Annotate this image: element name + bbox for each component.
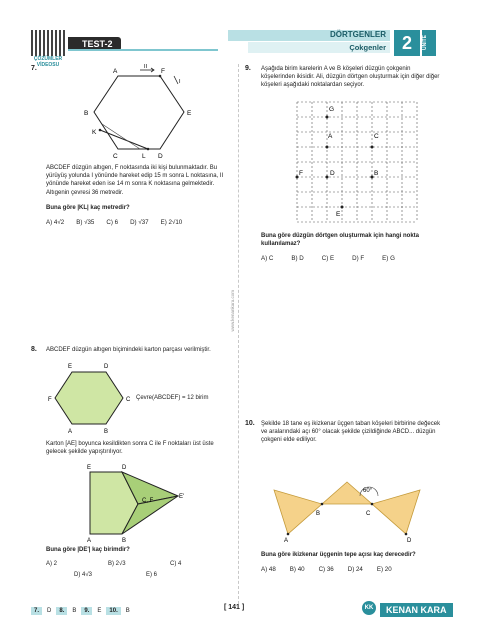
answer-7-num: 7. — [31, 607, 42, 615]
q9-option-d[interactable]: D) F — [352, 255, 365, 262]
q10-text: Şekilde 18 tane eş ikizkenar üçgen taban köşeleri birbirine değecek ve aralarındaki açı 60° olacak şekilde çizildiğinde ABCD... düzgün çokgeni elde ediliyor. — [261, 421, 441, 444]
q10-question: Buna göre ikizkenar üçgenin tepe açısı kaç derecedir? — [261, 552, 416, 558]
header-line — [68, 49, 218, 51]
q7-label-A: A — [113, 68, 118, 75]
side-url: www.kenankara.com — [230, 290, 235, 332]
q10-label-C: C — [366, 511, 371, 517]
q9-label-A: A — [328, 133, 333, 140]
q7-hexagon-figure — [80, 62, 210, 160]
q9-label-D: D — [330, 170, 335, 177]
q10-triangles-figure — [266, 476, 446, 544]
q8-hexagon-figure — [48, 360, 148, 436]
q7-label-II: II — [144, 64, 148, 70]
q8-fig2-label-E: E — [87, 465, 92, 471]
q10-label-B: B — [316, 511, 321, 517]
q8-fig1-label-B: B — [104, 429, 109, 435]
q9-label-E: E — [336, 211, 341, 218]
q8-fig1-label-F: F — [48, 397, 52, 403]
q8-fig2-label-D: D — [122, 465, 127, 471]
q7-number: 7. — [31, 65, 37, 72]
q9-label-B: B — [374, 170, 379, 177]
page-number: [ 141 ] — [224, 604, 245, 611]
q8-option-a[interactable]: A) 2 — [46, 561, 58, 567]
q9-question: Buna göre düzgün dörtgen oluşturmak için hangi nokta kullanılamaz? — [261, 233, 420, 248]
answer-7-val: D — [47, 608, 52, 614]
q8-fig1-label-A: A — [68, 429, 73, 435]
answer-8-val: B — [72, 608, 77, 614]
q10-option-c[interactable]: C) 36 — [318, 566, 334, 573]
q7-label-D: D — [158, 153, 163, 160]
answer-10-val: B — [125, 608, 130, 614]
q10-number: 10. — [245, 420, 255, 427]
q7-label-B: B — [84, 110, 89, 117]
answer-10-num: 10. — [106, 607, 120, 615]
q8-fig1-label-D: D — [104, 364, 109, 370]
unit-label: ÜNİTE — [422, 30, 436, 56]
q10-options — [261, 566, 392, 573]
q7-label-L: L — [142, 153, 146, 160]
brand-logo-icon: KK — [362, 601, 376, 615]
q8-option-b[interactable]: B) 2√3 — [108, 561, 126, 567]
q9-label-C: C — [374, 133, 379, 140]
q8-fig1-label-E: E — [68, 364, 73, 370]
q9-label-G: G — [329, 106, 335, 113]
unit-number: 2 — [394, 30, 420, 56]
qr-label: ÇÖZÜMLER VİDEOSU — [33, 56, 63, 68]
q7-label-I: I — [179, 79, 181, 85]
q8-fig2-label-CF: C, F — [142, 498, 154, 504]
q10-label-D: D — [407, 538, 412, 544]
answer-8-num: 8. — [56, 607, 67, 615]
q7-options — [46, 219, 182, 226]
q8-fig2-label-A: A — [87, 538, 92, 544]
q9-option-a[interactable]: A) C — [261, 255, 274, 262]
chapter-subtitle: Çokgenler — [349, 43, 386, 52]
q8-text2: Karton [AE] boyunca kesildikten sonra C ile F noktaları üst üste gelecek şekilde yapıştırılıyor. — [46, 441, 214, 456]
q8-number: 8. — [31, 346, 37, 353]
answer-key — [31, 607, 133, 615]
q10-option-b[interactable]: B) 40 — [289, 566, 305, 573]
chapter-title: DÖRTGENLER — [330, 30, 386, 39]
q10-label-A: A — [284, 538, 289, 544]
q7-label-K: K — [92, 129, 97, 136]
q7-question: Buna göre |KL| kaç metredir? — [46, 205, 130, 211]
brand-name: KENAN KARA — [380, 603, 453, 617]
q9-number: 9. — [245, 65, 251, 72]
q10-option-a[interactable]: A) 48 — [261, 566, 276, 573]
q7-label-F: F — [161, 68, 165, 75]
q8-option-c[interactable]: C) 4 — [170, 561, 182, 567]
test-tag: TEST-2 — [68, 37, 121, 51]
q8-text: ABCDEF düzgün altıgen biçimindeki karton parçası verilmiştir. — [46, 347, 211, 353]
q9-option-b[interactable]: B) D — [291, 255, 304, 262]
q8-perimeter: Çevre(ABCDEF) = 12 birim — [136, 395, 209, 401]
q8-option-d[interactable]: D) 4√3 — [74, 572, 92, 578]
q7-option-e[interactable]: E) 2√10 — [160, 219, 183, 226]
q7-label-C: C — [113, 153, 118, 160]
q8-fig1-label-C: C — [126, 397, 131, 403]
q9-option-c[interactable]: C) E — [321, 255, 335, 262]
answer-9-val: E — [97, 608, 102, 614]
q10-option-d[interactable]: D) 24 — [347, 566, 363, 573]
q7-text: ABCDEF düzgün altıgen, F noktasında iki kişi bulunmaktadır. Bu yürüyüş yolunda I yönünde hareket edip 15 m sonra L noktasına, II yönünde hareket eden ise 14 m sonra K noktasına gelmektedir. Altıgenin çevresi 36 metredir. — [46, 165, 224, 196]
q8-fig2-label-B: B — [122, 538, 127, 544]
q7-option-b[interactable]: B) √35 — [76, 219, 95, 226]
q7-option-a[interactable]: A) 4√2 — [46, 219, 65, 226]
q9-options — [261, 255, 395, 262]
q8-fig2-label-Eprime: E' — [179, 494, 185, 500]
q7-label-E: E — [187, 110, 192, 117]
column-divider — [238, 64, 239, 604]
answer-9-num: 9. — [81, 607, 92, 615]
q8-option-e[interactable]: E) 6 — [146, 572, 158, 578]
q7-option-d[interactable]: D) √37 — [130, 219, 149, 226]
q10-angle-label: 60° — [363, 488, 373, 494]
q7-option-c[interactable]: C) 6 — [106, 219, 119, 226]
q8-question: Buna göre |DE'| kaç birimdir? — [46, 547, 130, 553]
q9-option-e[interactable]: E) G — [382, 255, 395, 262]
qr-code[interactable] — [31, 30, 65, 56]
q9-grid-figure — [293, 98, 421, 224]
q8-folded-figure — [82, 462, 202, 544]
q10-option-e[interactable]: E) 20 — [376, 566, 392, 573]
q9-label-F: F — [299, 170, 303, 177]
q9-text: Aşağıda birim karelerin A ve B köşeleri düzgün çokgenin köşelerinden ikisidir. Ali, düzgün dörtgen oluşturmak için diğer diğer köşeleri aşağıdaki noktalardan seçiyor. — [261, 66, 440, 89]
